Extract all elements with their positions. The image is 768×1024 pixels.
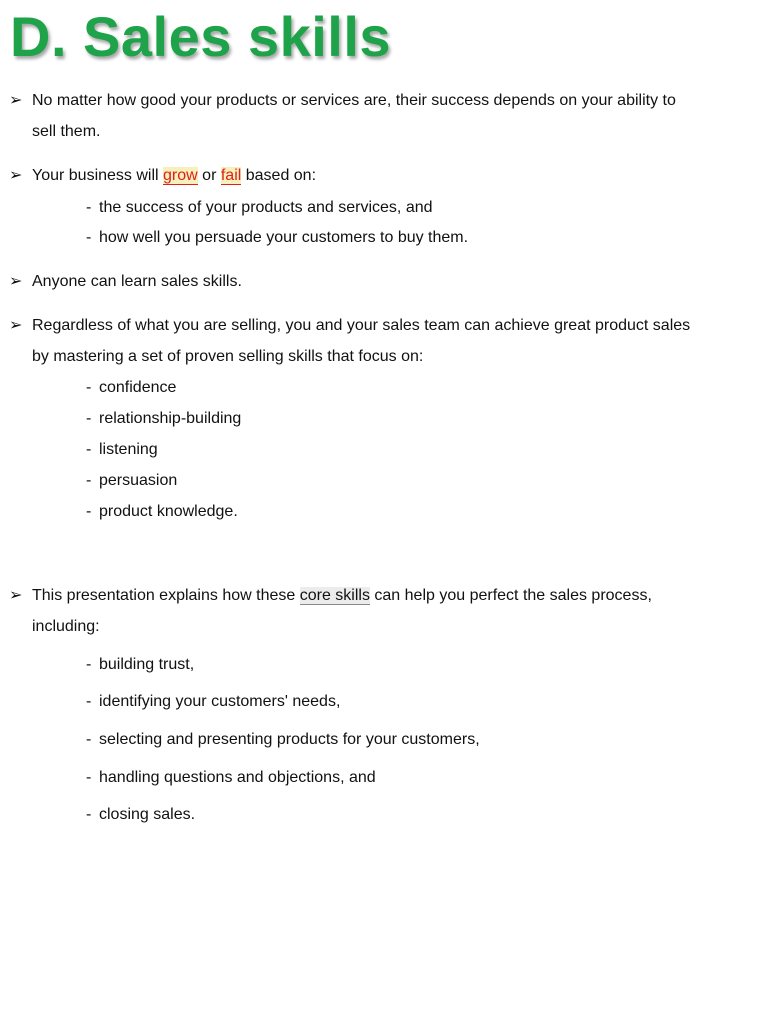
dash-marker: - xyxy=(86,806,92,823)
sub-item-text: handling questions and objections, and xyxy=(99,769,376,786)
fail-emphasis: fail xyxy=(220,167,242,184)
bullet-2-text-after: based on: xyxy=(241,167,317,184)
sub-item-text: listening xyxy=(99,441,158,458)
arrow-head-bullet-icon: ➢ xyxy=(9,273,23,290)
bullet-1-line-2: sell them. xyxy=(32,123,101,140)
sub-item xyxy=(86,198,433,218)
bullet-3-line-1: Anyone can learn sales skills. xyxy=(32,273,242,290)
sub-item-text: closing sales. xyxy=(99,806,196,823)
dash-marker: - xyxy=(86,199,92,216)
bullet-2-text-before: Your business will xyxy=(32,167,164,184)
arrow-head-bullet-icon: ➢ xyxy=(9,587,23,604)
sub-item xyxy=(86,378,176,398)
bullet-5-line-1 xyxy=(32,586,652,606)
dash-marker: - xyxy=(86,769,92,786)
sub-item-text: product knowledge. xyxy=(99,503,238,520)
sub-item-text: the success of your products and services, and xyxy=(99,199,433,216)
sub-item xyxy=(86,440,158,460)
arrow-head-bullet-icon: ➢ xyxy=(9,317,23,334)
sub-item-text: persuasion xyxy=(99,472,178,489)
dash-marker: - xyxy=(86,503,92,520)
sub-item-text: relationship-building xyxy=(99,410,242,427)
sub-item-text: how well you persuade your customers to buy them. xyxy=(99,229,469,246)
bullet-5-text-after: can help you perfect the sales process, xyxy=(369,587,652,604)
sub-item xyxy=(86,805,195,825)
grow-emphasis: grow xyxy=(163,167,198,184)
dash-marker: - xyxy=(86,410,92,427)
sub-item xyxy=(86,502,238,522)
dash-marker: - xyxy=(86,472,92,489)
sub-item xyxy=(86,471,177,491)
sub-item xyxy=(86,692,340,712)
bullet-1-line-1: No matter how good your products or services are, their success depends on your ability to xyxy=(32,92,676,109)
bullet-5-line-2: including: xyxy=(32,618,100,635)
sub-item xyxy=(86,409,241,429)
dash-marker: - xyxy=(86,441,92,458)
core-skills-emphasis: core skills xyxy=(299,587,370,604)
bullet-2-line-1 xyxy=(32,166,316,186)
sub-item xyxy=(86,228,468,248)
bullet-4-line-1: Regardless of what you are selling, you and your sales team can achieve great product sales xyxy=(32,317,691,334)
arrow-head-bullet-icon: ➢ xyxy=(9,167,23,184)
sub-item xyxy=(86,655,194,675)
sub-item-text: selecting and presenting products for your customers, xyxy=(99,731,480,748)
dash-marker: - xyxy=(86,693,92,710)
dash-marker: - xyxy=(86,731,92,748)
sub-item xyxy=(86,768,376,788)
sub-item-text: building trust, xyxy=(99,656,195,673)
dash-marker: - xyxy=(86,229,92,246)
sub-item-text: confidence xyxy=(99,379,177,396)
sub-item-text: identifying your customers' needs, xyxy=(99,693,341,710)
bullet-4-line-2: by mastering a set of proven selling skills that focus on: xyxy=(32,348,424,365)
bullet-2-text-or: or xyxy=(197,167,221,184)
dash-marker: - xyxy=(86,379,92,396)
sub-item xyxy=(86,730,480,750)
bullet-5-text-before: This presentation explains how these xyxy=(32,587,300,604)
dash-marker: - xyxy=(86,656,92,673)
page-title: D. Sales skills xyxy=(10,5,392,68)
arrow-head-bullet-icon: ➢ xyxy=(9,92,23,109)
